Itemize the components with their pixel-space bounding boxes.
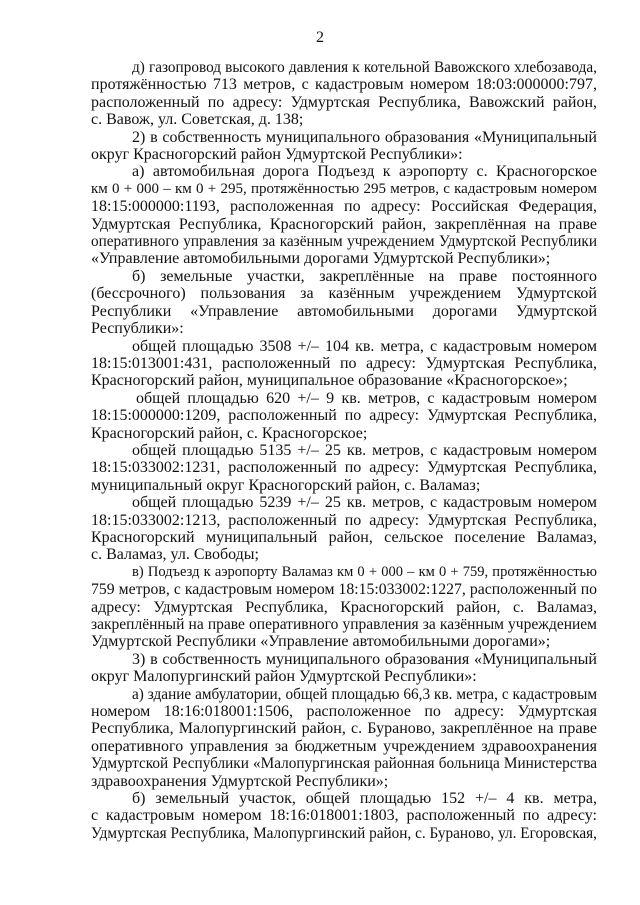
text-line: Красногорский муниципальный район, сельское поселение Валамаз, [91, 528, 597, 546]
text-line: Удмуртской Республики «Управление автомобильными дорогами»; [91, 633, 551, 651]
text-line: Красногорский район, муниципальное образование «Красногорское»; [91, 372, 568, 390]
text-line: Республика, Малопургинский район, с. Бураново, закреплённое на праве [91, 720, 597, 738]
text-line: с. Валамаз, ул. Свободы; [91, 546, 259, 564]
text-line: расположенный по адресу: Удмуртская Республика, Вавожский район, [91, 93, 597, 111]
text-line: Удмуртская Республика, Красногорский район, закреплённая на праве [91, 215, 597, 233]
text-line: Удмуртской Республики «Малопургинская районная больница Министерства [91, 755, 597, 773]
text-line: д) газопровод высокого давления к котельной Вавожского хлебозавода, [132, 59, 597, 76]
paragraph-d-gas-pipeline [91, 59, 597, 129]
text-line: общей площадью 5239 +/– 25 кв. метров, с кадастровым номером [132, 494, 597, 512]
text-line: б) земельный участок, общей площадью 152 +/– 4 кв. метра, [132, 790, 597, 808]
text-line: 2) в собственность муниципального образования «Муниципальный [132, 128, 597, 146]
text-line: номером 18:16:018001:1506, расположенное по адресу: Удмуртская [91, 703, 597, 721]
text-line: округ Малопургинский район Удмуртской Республики»: [91, 668, 477, 686]
text-line: оперативного управления за казённым учреждением Удмуртской Республики [91, 233, 597, 251]
text-line: Красногорский район, с. Красногорское; [91, 424, 368, 442]
text-line: «Управление автомобильными дорогами Удмуртской Республики»; [91, 250, 551, 268]
text-line: в) Подъезд к аэропорту Валамаз км 0 + 000 – км 0 + 759, протяжённостью [132, 563, 597, 580]
text-line: 18:15:000000:1193, расположенная по адресу: Российская Федерация, [91, 198, 597, 216]
text-line: оперативного управления за бюджетным учреждением здравоохранения [91, 737, 597, 755]
paragraph-item-3a [91, 686, 597, 790]
text-line: а) автомобильная дорога Подъезд к аэропорту с. Красногорское [132, 163, 597, 181]
text-line: 18:15:033002:1213, расположенный по адресу: Удмуртская Республика, [91, 511, 597, 529]
text-line: протяжённостью 713 метров, с кадастровым номером 18:03:000000:797, [91, 76, 597, 94]
text-line: (бессрочного) пользования за казённым учреждением Удмуртской [91, 285, 597, 303]
text-line: км 0 + 000 – км 0 + 295, протяжённостью 295 метров, с кадастровым номером [91, 180, 597, 197]
text-line: а) здание амбулатории, общей площадью 66,3 кв. метра, с кадастровым [132, 685, 597, 703]
paragraph-plot-5239 [91, 494, 597, 564]
text-line: адресу: Удмуртская Республика, Красногорский район, с. Валамаз, [91, 598, 597, 616]
text-line: муниципальный округ Красногорский район, с. Валамаз; [91, 476, 481, 494]
paragraph-plot-5135 [91, 442, 597, 494]
text-line: 18:15:000000:1209, расположенный по адресу: Удмуртская Республика, [91, 407, 597, 425]
text-line: 18:15:033002:1231, расположенный по адресу: Удмуртская Республика, [91, 459, 597, 477]
text-line: Удмуртская Республика, Малопургинский район, с. Бураново, ул. Егоровская, [91, 824, 597, 842]
paragraph-plot-3508 [91, 338, 597, 390]
paragraph-plot-620 [91, 390, 597, 442]
text-line: закреплённый на праве оперативного управления за казённым учреждением [91, 616, 597, 633]
text-line: с кадастровым номером 18:16:018001:1803, расположенный по адресу: [91, 807, 597, 825]
paragraph-item-2b [91, 268, 597, 338]
text-line: округ Красногорский район Удмуртской Республики»: [91, 146, 463, 164]
paragraph-item-2v [91, 564, 597, 651]
text-line: общей площадью 620 +/– 9 кв. метров, с кадастровым номером [136, 389, 597, 407]
text-line: б) земельные участки, закреплённые на праве постоянного [132, 267, 597, 285]
text-line: здравоохранения Удмуртской Республики»; [91, 772, 389, 790]
text-line: 759 метров, с кадастровым номером 18:15:033002:1227, расположенный по [91, 581, 597, 599]
text-line: 3) в собственность муниципального образования «Муниципальный [132, 650, 597, 668]
paragraph-item-2 [91, 129, 597, 164]
text-line: Республики «Управление автомобильными дорогами Удмуртской [91, 302, 597, 320]
paragraph-item-3 [91, 651, 597, 686]
text-line: Республики»: [91, 320, 184, 338]
paragraph-item-2a [91, 163, 597, 267]
text-line: общей площадью 3508 +/– 104 кв. метра, с кадастровым номером [132, 337, 597, 355]
text-line: общей площадью 5135 +/– 25 кв. метров, с кадастровым номером [132, 441, 597, 459]
document-body [91, 59, 597, 842]
text-line: с. Вавож, ул. Советская, д. 138; [91, 111, 304, 129]
page-number: 2 [316, 29, 324, 46]
paragraph-item-3b [91, 790, 597, 842]
text-line: 18:15:013001:431, расположенный по адресу: Удмуртская Республика, [91, 354, 597, 372]
